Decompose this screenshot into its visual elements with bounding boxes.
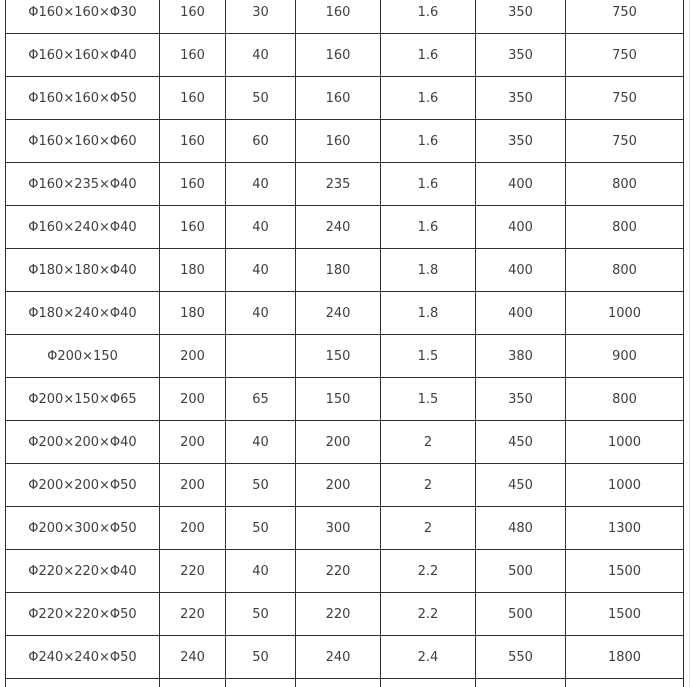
model-spec-cell: Φ160×240×Φ40 — [6, 206, 160, 249]
value-cell: 200 — [296, 421, 381, 464]
value-cell: 160 — [160, 77, 226, 120]
value-cell — [476, 679, 566, 687]
value-cell: 350 — [476, 77, 566, 120]
value-cell: 350 — [476, 378, 566, 421]
table-row — [6, 421, 684, 464]
value-cell: 380 — [476, 335, 566, 378]
value-cell: 160 — [160, 120, 226, 163]
model-spec-cell: Φ200×200×Φ50 — [6, 464, 160, 507]
value-cell: 450 — [476, 464, 566, 507]
model-spec-cell: Φ160×160×Φ30 — [6, 0, 160, 34]
table-row — [6, 378, 684, 421]
value-cell: 50 — [226, 464, 296, 507]
value-cell: 1.6 — [381, 77, 476, 120]
value-cell: 1800 — [566, 636, 684, 679]
value-cell: 220 — [160, 550, 226, 593]
value-cell: 350 — [476, 34, 566, 77]
model-spec-cell: Φ160×235×Φ40 — [6, 163, 160, 206]
value-cell: 350 — [476, 120, 566, 163]
value-cell — [381, 679, 476, 687]
value-cell: 500 — [476, 550, 566, 593]
value-cell: 1.8 — [381, 292, 476, 335]
table-row — [6, 335, 684, 378]
value-cell: 200 — [160, 507, 226, 550]
value-cell: 2 — [381, 421, 476, 464]
value-cell: 450 — [476, 421, 566, 464]
value-cell: 30 — [226, 0, 296, 34]
value-cell: 235 — [296, 163, 381, 206]
value-cell: 1.6 — [381, 163, 476, 206]
value-cell: 65 — [226, 378, 296, 421]
value-cell: 800 — [566, 206, 684, 249]
value-cell: 1.6 — [381, 0, 476, 34]
value-cell: 400 — [476, 292, 566, 335]
value-cell: 40 — [226, 249, 296, 292]
value-cell: 800 — [566, 249, 684, 292]
spec-table-body — [6, 0, 684, 687]
model-spec-cell: Φ180×240×Φ40 — [6, 292, 160, 335]
model-spec-cell: Φ200×200×Φ40 — [6, 421, 160, 464]
value-cell: 400 — [476, 163, 566, 206]
model-spec-cell: Φ160×160×Φ40 — [6, 34, 160, 77]
value-cell: 2.4 — [381, 636, 476, 679]
value-cell: 40 — [226, 292, 296, 335]
value-cell: 180 — [160, 249, 226, 292]
value-cell: 160 — [296, 120, 381, 163]
table-row — [6, 120, 684, 163]
value-cell: 40 — [226, 34, 296, 77]
value-cell: 240 — [296, 636, 381, 679]
value-cell: 160 — [160, 206, 226, 249]
value-cell: 1.6 — [381, 206, 476, 249]
value-cell: 500 — [476, 593, 566, 636]
value-cell — [566, 679, 684, 687]
value-cell: 750 — [566, 0, 684, 34]
value-cell: 400 — [476, 249, 566, 292]
value-cell: 200 — [296, 464, 381, 507]
value-cell: 1000 — [566, 464, 684, 507]
table-row — [6, 550, 684, 593]
value-cell: 50 — [226, 77, 296, 120]
value-cell: 240 — [160, 636, 226, 679]
value-cell: 40 — [226, 421, 296, 464]
value-cell: 220 — [160, 593, 226, 636]
value-cell — [160, 679, 226, 687]
value-cell — [296, 679, 381, 687]
value-cell: 1.5 — [381, 335, 476, 378]
value-cell: 150 — [296, 335, 381, 378]
value-cell: 160 — [296, 0, 381, 34]
value-cell: 350 — [476, 0, 566, 34]
product-spec-table — [5, 0, 684, 687]
table-row — [6, 249, 684, 292]
value-cell: 160 — [296, 77, 381, 120]
value-cell: 200 — [160, 421, 226, 464]
value-cell: 40 — [226, 163, 296, 206]
value-cell: 1.8 — [381, 249, 476, 292]
value-cell: 240 — [296, 206, 381, 249]
value-cell: 180 — [160, 292, 226, 335]
value-cell: 40 — [226, 206, 296, 249]
model-spec-cell: Φ160×160×Φ50 — [6, 77, 160, 120]
value-cell: 40 — [226, 550, 296, 593]
value-cell: 480 — [476, 507, 566, 550]
value-cell: 400 — [476, 206, 566, 249]
table-row — [6, 206, 684, 249]
model-spec-cell — [6, 679, 160, 687]
value-cell: 1300 — [566, 507, 684, 550]
value-cell: 200 — [160, 335, 226, 378]
value-cell: 1500 — [566, 550, 684, 593]
value-cell: 750 — [566, 120, 684, 163]
table-row — [6, 34, 684, 77]
model-spec-cell: Φ220×220×Φ50 — [6, 593, 160, 636]
value-cell: 60 — [226, 120, 296, 163]
value-cell: 150 — [296, 378, 381, 421]
model-spec-cell: Φ200×300×Φ50 — [6, 507, 160, 550]
model-spec-cell: Φ200×150 — [6, 335, 160, 378]
model-spec-cell: Φ220×220×Φ40 — [6, 550, 160, 593]
table-row — [6, 679, 684, 687]
value-cell: 800 — [566, 163, 684, 206]
table-row — [6, 507, 684, 550]
table-row — [6, 292, 684, 335]
value-cell: 200 — [160, 378, 226, 421]
value-cell: 200 — [160, 464, 226, 507]
value-cell: 1.6 — [381, 120, 476, 163]
value-cell: 1500 — [566, 593, 684, 636]
model-spec-cell: Φ200×150×Φ65 — [6, 378, 160, 421]
value-cell: 160 — [160, 34, 226, 77]
value-cell: 1.5 — [381, 378, 476, 421]
value-cell: 1000 — [566, 421, 684, 464]
value-cell: 220 — [296, 593, 381, 636]
value-cell: 160 — [160, 0, 226, 34]
value-cell: 180 — [296, 249, 381, 292]
table-row — [6, 0, 684, 34]
model-spec-cell: Φ160×160×Φ60 — [6, 120, 160, 163]
value-cell: 2 — [381, 507, 476, 550]
model-spec-cell: Φ180×180×Φ40 — [6, 249, 160, 292]
value-cell: 800 — [566, 378, 684, 421]
value-cell — [226, 679, 296, 687]
value-cell: 160 — [296, 34, 381, 77]
value-cell: 1000 — [566, 292, 684, 335]
value-cell: 240 — [296, 292, 381, 335]
value-cell: 2.2 — [381, 593, 476, 636]
value-cell: 1.6 — [381, 34, 476, 77]
table-row — [6, 163, 684, 206]
value-cell: 50 — [226, 593, 296, 636]
value-cell — [226, 335, 296, 378]
value-cell: 220 — [296, 550, 381, 593]
value-cell: 900 — [566, 335, 684, 378]
value-cell: 750 — [566, 34, 684, 77]
value-cell: 50 — [226, 636, 296, 679]
model-spec-cell: Φ240×240×Φ50 — [6, 636, 160, 679]
value-cell: 50 — [226, 507, 296, 550]
value-cell: 2 — [381, 464, 476, 507]
table-row — [6, 636, 684, 679]
table-row — [6, 77, 684, 120]
value-cell: 2.2 — [381, 550, 476, 593]
table-row — [6, 464, 684, 507]
value-cell: 550 — [476, 636, 566, 679]
table-row — [6, 593, 684, 636]
value-cell: 160 — [160, 163, 226, 206]
value-cell: 750 — [566, 77, 684, 120]
page-right-edge-line — [689, 0, 690, 687]
value-cell: 300 — [296, 507, 381, 550]
